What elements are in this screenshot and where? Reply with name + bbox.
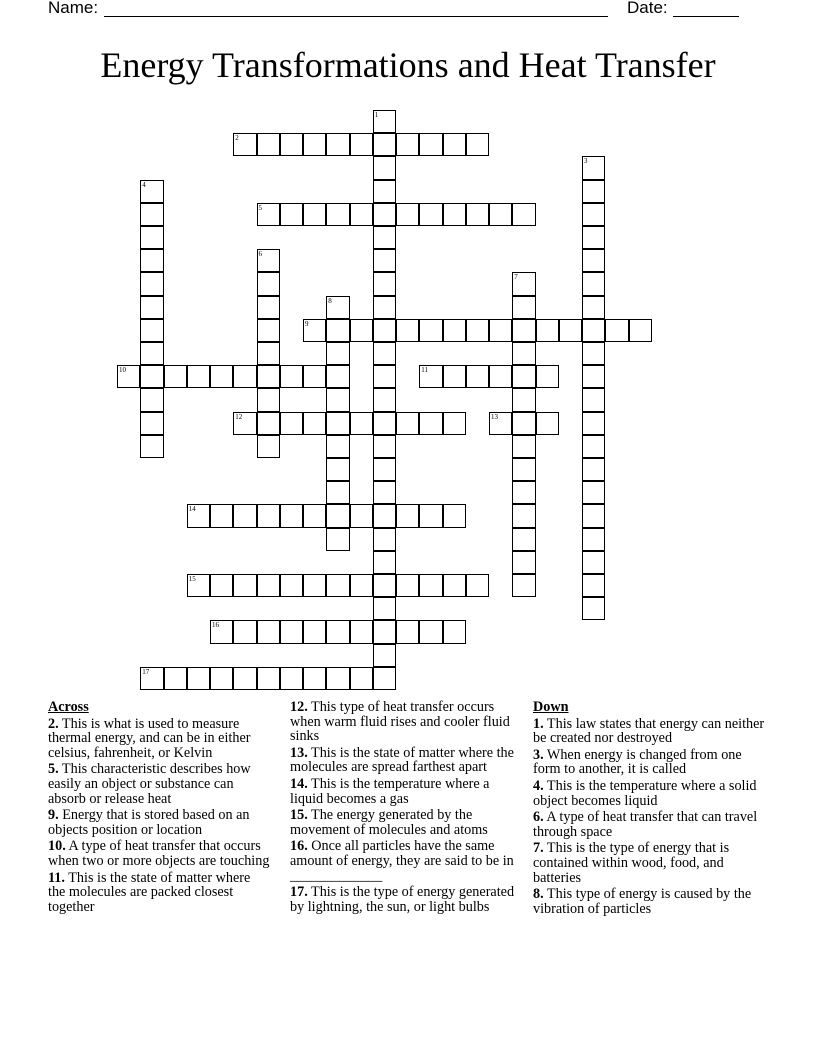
crossword-cell[interactable] [582, 435, 605, 458]
crossword-cell[interactable] [350, 133, 373, 156]
crossword-cell[interactable] [373, 481, 396, 504]
crossword-cell[interactable] [512, 412, 535, 435]
crossword-cell[interactable] [140, 249, 163, 272]
clue-across-9 [48, 808, 270, 837]
crossword-cell[interactable] [512, 342, 535, 365]
crossword-cell[interactable] [233, 574, 256, 597]
crossword-cell[interactable] [140, 435, 163, 458]
across-heading: Across [48, 699, 89, 715]
crossword-cell[interactable] [187, 574, 210, 597]
cell-number: 13 [491, 412, 498, 421]
crossword-cell[interactable] [303, 574, 326, 597]
crossword-cell[interactable] [419, 203, 442, 226]
crossword-cell[interactable] [210, 620, 233, 643]
down-heading: Down [533, 699, 569, 715]
crossword-cell[interactable] [582, 249, 605, 272]
clue-text: A type of heat transfer that can travel through space [533, 809, 758, 840]
crossword-cell[interactable] [326, 342, 349, 365]
clue-text: This is what is used to measure thermal energy, and can be in either celsius, fahrenheit, or Kelvin [48, 715, 251, 761]
crossword-cell[interactable] [419, 574, 442, 597]
crossword-cell[interactable] [326, 458, 349, 481]
crossword-cell[interactable] [350, 412, 373, 435]
crossword-cell[interactable] [303, 365, 326, 388]
cell-number: 2 [235, 134, 239, 143]
crossword-cell[interactable] [187, 667, 210, 690]
crossword-cell[interactable] [582, 504, 605, 527]
crossword-cell[interactable] [512, 574, 535, 597]
clues-column-1 [48, 700, 270, 916]
clue-down-7 [533, 841, 768, 885]
crossword-cell[interactable] [629, 319, 652, 342]
crossword-cell[interactable] [582, 458, 605, 481]
crossword-cell[interactable] [466, 319, 489, 342]
crossword-cell[interactable] [582, 319, 605, 342]
clue-number: 10. [48, 838, 66, 855]
crossword-cell[interactable] [373, 203, 396, 226]
cell-number: 11 [421, 366, 428, 375]
clues-column-3 [533, 700, 768, 918]
clue-text: This is the type of energy generated by lightning, the sun, or light bulbs [290, 884, 515, 915]
crossword-cell[interactable] [187, 365, 210, 388]
crossword-cell[interactable] [280, 574, 303, 597]
clue-number: 14. [290, 775, 308, 792]
crossword-cell[interactable] [419, 365, 442, 388]
crossword-cell[interactable] [140, 342, 163, 365]
page-title: Energy Transformations and Heat Transfer [100, 45, 716, 85]
crossword-cell[interactable] [419, 504, 442, 527]
crossword-cell[interactable] [582, 528, 605, 551]
crossword-cell[interactable] [605, 319, 628, 342]
clue-down-3 [533, 748, 768, 777]
crossword-cell[interactable] [233, 365, 256, 388]
crossword-cell[interactable] [419, 319, 442, 342]
crossword-cell[interactable] [164, 365, 187, 388]
crossword-cell[interactable] [582, 296, 605, 319]
clue-number: 15. [290, 807, 308, 824]
clue-text: This is the state of matter where the molecules are spread farthest apart [290, 744, 514, 776]
crossword-cell[interactable] [326, 319, 349, 342]
crossword-cell[interactable] [582, 574, 605, 597]
crossword-cell[interactable] [373, 342, 396, 365]
crossword-cell[interactable] [164, 667, 187, 690]
crossword-cell[interactable] [466, 574, 489, 597]
crossword-cell[interactable] [303, 620, 326, 643]
crossword-cell[interactable] [140, 388, 163, 411]
crossword-cell[interactable] [419, 620, 442, 643]
clue-number: 1. [533, 715, 544, 732]
clue-number: 5. [48, 761, 59, 778]
crossword-cell[interactable] [373, 388, 396, 411]
crossword-cell[interactable] [443, 365, 466, 388]
clue-text: This type of heat transfer occurs when warm fluid rises and cooler fluid sinks [290, 699, 510, 745]
crossword-cell[interactable] [257, 435, 280, 458]
crossword-cell[interactable] [396, 203, 419, 226]
clue-down-6 [533, 810, 768, 839]
cell-number: 3 [584, 157, 588, 166]
crossword-cell[interactable] [140, 319, 163, 342]
crossword-cell[interactable] [582, 342, 605, 365]
crossword-cell[interactable] [326, 133, 349, 156]
cell-number: 8 [328, 296, 332, 305]
clue-number: 7. [533, 840, 544, 857]
crossword-cell[interactable] [536, 412, 559, 435]
cell-number: 14 [188, 505, 196, 514]
crossword-cell[interactable] [373, 435, 396, 458]
crossword-cell[interactable] [582, 365, 605, 388]
crossword-cell[interactable] [140, 667, 163, 690]
clue-across-10 [48, 839, 270, 868]
clue-text: This characteristic describes how easily an object or substance can absorb or release heat [48, 761, 251, 807]
crossword-cell[interactable] [257, 133, 280, 156]
cell-number: 12 [235, 412, 243, 421]
crossword-cell[interactable] [257, 504, 280, 527]
clue-down-4 [533, 779, 768, 808]
cell-number: 15 [188, 575, 196, 583]
crossword-cell[interactable] [419, 133, 442, 156]
crossword-cell[interactable] [512, 319, 535, 342]
crossword-cell[interactable] [280, 667, 303, 690]
crossword-cell[interactable] [512, 458, 535, 481]
crossword-cell[interactable] [373, 412, 396, 435]
clue-down-1 [533, 717, 768, 746]
crossword-cell[interactable] [210, 504, 233, 527]
crossword-cell[interactable] [512, 272, 535, 295]
crossword-cell[interactable] [373, 551, 396, 574]
crossword-cell[interactable] [373, 272, 396, 295]
crossword-cell[interactable] [257, 388, 280, 411]
cell-number: 6 [258, 250, 262, 259]
clue-across-17 [290, 885, 515, 914]
crossword-cell[interactable] [233, 667, 256, 690]
crossword-cell[interactable] [396, 133, 419, 156]
crossword-cell[interactable] [326, 504, 349, 527]
clue-number: 3. [533, 746, 544, 763]
crossword-cell[interactable] [373, 249, 396, 272]
clue-text: The energy generated by the movement of molecules and atoms [290, 807, 488, 838]
crossword-cell[interactable] [536, 319, 559, 342]
crossword-cell[interactable] [373, 180, 396, 203]
crossword-cell[interactable] [350, 203, 373, 226]
crossword-cell[interactable] [210, 667, 233, 690]
crossword-cell[interactable] [512, 481, 535, 504]
clue-number: 13. [290, 744, 308, 761]
crossword-cell[interactable] [280, 412, 303, 435]
crossword-cell[interactable] [373, 156, 396, 179]
clue-text: This is the temperature where a solid object becomes liquid [533, 777, 757, 809]
clue-text: This is the state of matter where the molecules are packed closest together [48, 869, 251, 915]
crossword-cell[interactable] [489, 412, 512, 435]
crossword-cell[interactable] [373, 528, 396, 551]
crossword-cell[interactable] [257, 319, 280, 342]
clue-text: This type of energy is caused by the vibration of particles [533, 886, 752, 917]
clue-number: 17. [290, 884, 308, 901]
name-label: Name: [48, 0, 99, 17]
crossword-cell[interactable] [443, 203, 466, 226]
crossword-cell[interactable] [326, 528, 349, 551]
crossword-cell[interactable] [512, 528, 535, 551]
crossword-cell[interactable] [443, 574, 466, 597]
clues-column-2 [290, 700, 515, 916]
crossword-cell[interactable] [373, 644, 396, 667]
cell-number: 9 [305, 319, 309, 328]
crossword-cell[interactable] [140, 180, 163, 203]
crossword-cell[interactable] [512, 504, 535, 527]
crossword-cell[interactable] [187, 504, 210, 527]
cell-number: 4 [142, 180, 146, 189]
crossword-cell[interactable] [582, 481, 605, 504]
crossword-cell[interactable] [140, 365, 163, 388]
crossword-cell[interactable] [233, 504, 256, 527]
clue-across-16 [290, 839, 515, 883]
cell-number: 16 [212, 621, 219, 630]
crossword-cell[interactable] [257, 365, 280, 388]
cell-number: 1 [374, 111, 379, 119]
crossword-cell[interactable] [257, 203, 280, 226]
crossword-cell[interactable] [280, 133, 303, 156]
crossword-cell[interactable] [326, 388, 349, 411]
cell-number: 7 [514, 273, 518, 282]
crossword-cell[interactable] [257, 412, 280, 435]
crossword-cell[interactable] [326, 365, 349, 388]
clue-number: 4. [533, 777, 544, 794]
crossword-cell[interactable] [396, 620, 419, 643]
crossword-cell[interactable] [512, 388, 535, 411]
crossword-cell[interactable] [210, 574, 233, 597]
crossword-cell[interactable] [443, 133, 466, 156]
crossword-cell[interactable] [489, 203, 512, 226]
crossword-cell[interactable] [257, 296, 280, 319]
crossword-cell[interactable] [303, 319, 326, 342]
crossword-cell[interactable] [140, 203, 163, 226]
crossword-cell[interactable] [350, 574, 373, 597]
clue-number: 8. [533, 886, 544, 903]
cell-number: 10 [119, 366, 126, 375]
crossword-cell[interactable] [303, 667, 326, 690]
crossword-cell[interactable] [117, 365, 140, 388]
crossword-cell[interactable] [210, 365, 233, 388]
crossword-cell[interactable] [373, 133, 396, 156]
crossword-cell[interactable] [512, 435, 535, 458]
crossword-cell[interactable] [373, 365, 396, 388]
crossword-cell[interactable] [326, 620, 349, 643]
crossword-cell[interactable] [582, 597, 605, 620]
crossword-cell[interactable] [303, 504, 326, 527]
clue-across-11 [48, 871, 270, 915]
clue-across-15 [290, 808, 515, 837]
crossword-cell[interactable] [350, 620, 373, 643]
crossword-cell[interactable] [373, 620, 396, 643]
crossword-cell[interactable] [326, 435, 349, 458]
crossword-cell[interactable] [257, 272, 280, 295]
clue-number: 2. [48, 715, 59, 732]
clue-text: A type of heat transfer that occurs when two or more objects are touching [48, 838, 270, 869]
clue-number: 9. [48, 807, 59, 824]
clue-down-8 [533, 887, 768, 916]
crossword-cell[interactable] [326, 412, 349, 435]
crossword-cell[interactable] [373, 226, 396, 249]
date-label: Date: [627, 0, 668, 17]
crossword-cell[interactable] [303, 412, 326, 435]
crossword-cell[interactable] [326, 574, 349, 597]
crossword-cell[interactable] [257, 342, 280, 365]
crossword-cell[interactable] [582, 272, 605, 295]
crossword-cell[interactable] [257, 574, 280, 597]
clue-across-14 [290, 777, 515, 806]
clue-number: 11. [48, 869, 65, 886]
clue-text: Once all particles have the same amount of energy, they are said to be in _____________ [290, 838, 514, 884]
crossword-cell[interactable] [257, 620, 280, 643]
crossword-cell[interactable] [466, 203, 489, 226]
crossword-cell[interactable] [326, 203, 349, 226]
clue-number: 12. [290, 699, 308, 715]
clue-across-5 [48, 762, 270, 806]
crossword-cell[interactable] [373, 458, 396, 481]
clue-across-2 [48, 717, 270, 761]
crossword-cell[interactable] [350, 667, 373, 690]
crossword-cell[interactable] [512, 365, 535, 388]
crossword-cell[interactable] [443, 319, 466, 342]
crossword-cell[interactable] [443, 620, 466, 643]
crossword-cell[interactable] [396, 412, 419, 435]
crossword-cell[interactable] [443, 504, 466, 527]
crossword-cell[interactable] [512, 551, 535, 574]
crossword-cell[interactable] [396, 504, 419, 527]
clue-text: This is the temperature where a liquid becomes a gas [290, 775, 490, 807]
crossword-cell[interactable] [140, 226, 163, 249]
crossword-cell[interactable] [443, 412, 466, 435]
crossword-cell[interactable] [582, 412, 605, 435]
crossword-cell[interactable] [373, 319, 396, 342]
crossword-cell[interactable] [140, 296, 163, 319]
crossword-cell[interactable] [280, 504, 303, 527]
crossword-cell[interactable] [326, 667, 349, 690]
crossword-cell[interactable] [373, 110, 396, 133]
cell-number: 5 [258, 203, 262, 212]
crossword-cell[interactable] [582, 156, 605, 179]
crossword-cell[interactable] [303, 133, 326, 156]
cell-number: 17 [142, 667, 150, 676]
crossword-cell[interactable] [512, 296, 535, 319]
crossword-cell[interactable] [582, 388, 605, 411]
crossword-cell[interactable] [326, 481, 349, 504]
clue-across-12 [290, 700, 515, 744]
crossword-cell[interactable] [280, 203, 303, 226]
crossword-cell[interactable] [373, 597, 396, 620]
clue-number: 16. [290, 838, 308, 855]
crossword-cell[interactable] [257, 249, 280, 272]
crossword-cell[interactable] [489, 365, 512, 388]
crossword-cell[interactable] [582, 180, 605, 203]
crossword-cell[interactable] [233, 412, 256, 435]
clue-text: This is the type of energy that is contained within wood, food, and batteries [533, 840, 730, 886]
clue-number: 6. [533, 809, 544, 826]
clue-across-13 [290, 746, 515, 775]
clue-text: This law states that energy can neither be created nor destroyed [533, 715, 765, 747]
crossword-cell[interactable] [396, 574, 419, 597]
crossword-cell[interactable] [140, 272, 163, 295]
crossword-cell[interactable] [582, 551, 605, 574]
crossword-cell[interactable] [373, 574, 396, 597]
clue-text: When energy is changed from one form to another, it is called [533, 746, 742, 778]
crossword-cell[interactable] [512, 203, 535, 226]
crossword-cell[interactable] [373, 667, 396, 690]
crossword-cell[interactable] [140, 412, 163, 435]
crossword-cell[interactable] [280, 620, 303, 643]
crossword-cell[interactable] [419, 412, 442, 435]
crossword-cell[interactable] [582, 226, 605, 249]
crossword-cell[interactable] [466, 133, 489, 156]
crossword-cell[interactable] [233, 133, 256, 156]
crossword-cell[interactable] [350, 319, 373, 342]
crossword-cell[interactable] [396, 319, 419, 342]
crossword-cell[interactable] [489, 319, 512, 342]
crossword-cell[interactable] [373, 504, 396, 527]
crossword-cell[interactable] [350, 504, 373, 527]
crossword-cell[interactable] [536, 365, 559, 388]
crossword-cell[interactable] [303, 203, 326, 226]
crossword-cell[interactable] [559, 319, 582, 342]
crossword-cell[interactable] [257, 667, 280, 690]
crossword-cell[interactable] [326, 296, 349, 319]
crossword-cell[interactable] [582, 203, 605, 226]
crossword-cell[interactable] [233, 620, 256, 643]
crossword-cell[interactable] [280, 365, 303, 388]
crossword-cell[interactable] [466, 365, 489, 388]
crossword-cell[interactable] [373, 296, 396, 319]
clue-text: Energy that is stored based on an objects position or location [48, 807, 250, 838]
